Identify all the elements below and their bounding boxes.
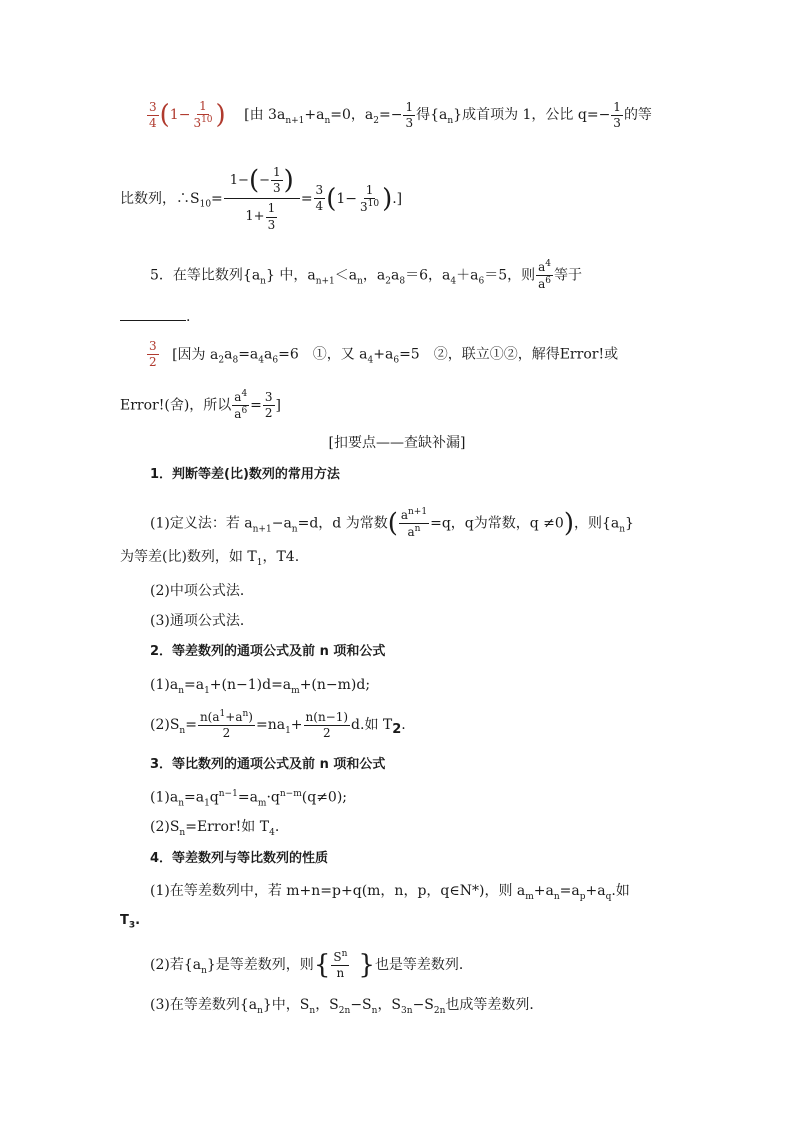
question-5: 5．在等比数列$\{a_n\}$ 中，$a_{n+1}<a_n$，$a_2a_8=6$，$a_4+a_6=5$，则 $\frac{a^4}{a^6}$ 等于 bbox=[150, 259, 583, 292]
answer-4-line-2: 比数列，$\therefore S_{10}=$ 1−(− $\frac{1}{3}$ ) 1+ $\frac{1}{3}$ = $\frac{3}{4}$ (1− $\frac{1}{3^{10}}$ ).] bbox=[120, 165, 403, 232]
heading-3: 3．等比数列的通项公式及前 n 项和公式 bbox=[150, 757, 386, 772]
answer-4-line-1: $\frac{3}{4}$ (1− $\frac{1}{3^{10}}$ ) [由 $3a_{n+1}+a_n=0$，$a_2=-$ $\frac{1}{3}$ 得$\{a_n\}$成首项为 1，公比 q=− $\frac{1}{3}$ 的等 bbox=[149, 99, 652, 131]
formula-geo-sum: $(2)S_n=Error$!如 $T_4$. bbox=[150, 819, 280, 838]
property-1: (1)在等差数列中，若 m+n=p+q(m，n，p，q∈N*)，则 $a_m+a_n=a_p+a_q$.如 bbox=[150, 883, 630, 902]
answer-5-line-1: $\frac{3}{2}$ [因为 $a_2a_8=a_4a_6=6$ ①，又 $a_4+a_6=5$ ②，联立①②，解得Error!或 bbox=[149, 339, 619, 370]
s10-fraction: 1−(− $\frac{1}{3}$ ) 1+ $\frac{1}{3}$ bbox=[224, 166, 300, 232]
point-1-definition: (1)定义法：若 $a_{n+1}-a_n=d$，d 为常数( $\frac{a^{n+1}}{a^n}$ =q，q为常数，q ≠0)，则$\{a_n\}$ bbox=[150, 507, 634, 540]
point-2: (2)中项公式法． bbox=[150, 583, 254, 599]
heading-4: 4．等差数列与等比数列的性质 bbox=[150, 851, 329, 866]
heading-1: 1．判断等差(比)数列的常用方法 bbox=[150, 467, 340, 482]
section-heading: [扣要点——查缺补漏] bbox=[328, 435, 466, 451]
question-5-blank: . bbox=[120, 308, 190, 324]
formula-arith-sum: $(2)S_n=$ $\frac{n(a^1+a^n)}{2}$ $=na_1+$ $\frac{n(n-1)}{2}$ d.如 $T_2$. bbox=[150, 709, 406, 741]
heading-2: 2．等差数列的通项公式及前 n 项和公式 bbox=[150, 644, 386, 659]
answer-5-line-2: Error!(舍)，所以 $\frac{a^4}{a^6}$ = $\frac{3}{2}$ ] bbox=[120, 389, 282, 422]
formula-arith-general: $(1)a_n=a_1+(n-1)d=a_m+(n-m)d$; bbox=[150, 677, 371, 696]
property-2: (2)若$\{a_n\}$是等差数列，则{ $\frac{S^n}{n}$ }也是等差数列． bbox=[150, 949, 473, 981]
point-3: (3)通项公式法． bbox=[150, 613, 254, 629]
point-1-line-2: 为等差(比)数列，如 $T_1$，T4. bbox=[120, 549, 300, 568]
answer-4-inner: 1− bbox=[169, 107, 191, 124]
formula-geo-general: $(1)a_n=a_1q^{n-1}=a_m\cdot q^{n-m}(q\ne 0)$; bbox=[150, 789, 348, 809]
property-3: (3)在等差数列$\{a_n\}$中，$S_n$，$S_{2n}-S_n$，$S_{3n}-S_{2n}$也成等差数列． bbox=[150, 997, 544, 1016]
answer-blank bbox=[120, 308, 186, 321]
property-1-line-2: $T_3$. bbox=[120, 913, 141, 931]
answer-4-fraction: $\frac{3}{4}$ bbox=[149, 99, 157, 130]
answer-5-fraction: $\frac{3}{2}$ bbox=[149, 339, 157, 370]
